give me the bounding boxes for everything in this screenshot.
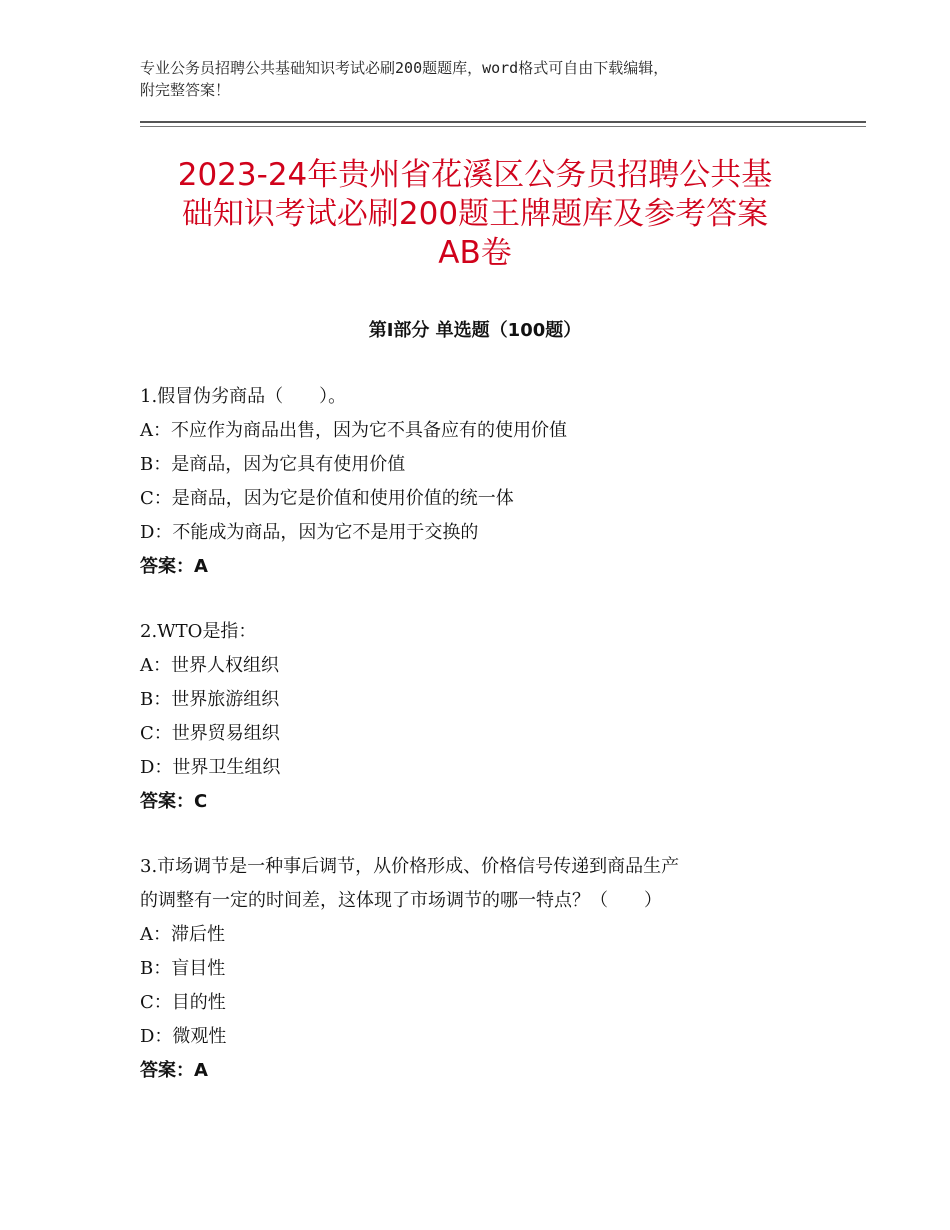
header-divider-thin: [140, 126, 866, 127]
option-c: C：目的性: [140, 992, 226, 1013]
answer-label: 答案：A: [140, 1060, 208, 1081]
title-line: AB卷: [438, 235, 512, 271]
header-note-line: 专业公务员招聘公共基础知识考试必刷200题题库，word格式可自由下载编辑，: [140, 59, 669, 77]
option-c: C：是商品，因为它是价值和使用价值的统一体: [140, 488, 514, 509]
question-item: [140, 615, 820, 819]
option-b: B：盲目性: [140, 958, 226, 979]
header-note-line: 附完整答案！: [140, 81, 231, 99]
option-c: C：世界贸易组织: [140, 723, 280, 744]
header-divider-thick: [140, 121, 866, 123]
option-a: A：世界人权组织: [140, 655, 279, 676]
option-d: D：世界卫生组织: [140, 757, 281, 778]
question-stem-continued: 的调整有一定的时间差，这体现了市场调节的哪一特点？（ ）: [140, 890, 662, 911]
header-note: [140, 57, 820, 101]
answer-label: 答案：A: [140, 556, 208, 577]
option-d: D：微观性: [140, 1026, 227, 1047]
question-stem: 3.市场调节是一种事后调节，从价格形成、价格信号传递到商品生产: [140, 856, 680, 877]
question-item: [140, 850, 820, 1088]
option-b: B：是商品，因为它具有使用价值: [140, 454, 406, 475]
option-b: B：世界旅游组织: [140, 689, 280, 710]
option-a: A：不应作为商品出售，因为它不具备应有的使用价值: [140, 420, 567, 441]
question-stem: 1.假冒伪劣商品（ ）。: [140, 386, 347, 407]
answer-label: 答案：C: [140, 791, 208, 812]
option-a: A：滞后性: [140, 924, 225, 945]
question-stem: 2.WTO是指：: [140, 621, 257, 642]
section-title: 第Ⅰ部分 单选题（100题）: [368, 320, 582, 341]
title-line: 础知识考试必刷200题王牌题库及参考答案: [181, 196, 769, 232]
document-title: [140, 156, 810, 273]
option-d: D：不能成为商品，因为它不是用于交换的: [140, 522, 479, 543]
question-item: [140, 380, 820, 584]
question-list: [140, 380, 820, 1119]
title-line: 2023-24年贵州省花溪区公务员招聘公共基: [177, 157, 773, 193]
